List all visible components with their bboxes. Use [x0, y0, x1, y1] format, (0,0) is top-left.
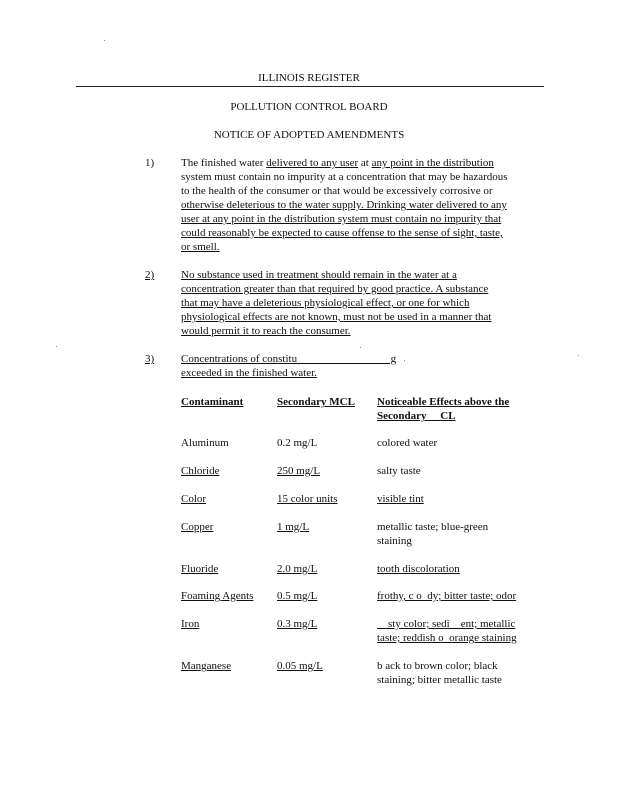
table-cell-contaminant: Manganese — [181, 660, 232, 672]
item-2-line: No substance used in treatment should remain in the water at a — [181, 269, 457, 281]
item-2-line: that may have a deleterious physiological effect, or one for which — [181, 297, 470, 309]
column-header-effects: Noticeable Effects above the — [377, 396, 510, 408]
item-3-number: 3) — [145, 353, 155, 365]
column-header-effects: Secondary CL — [377, 410, 456, 422]
table-cell-effects: salty taste — [377, 465, 421, 477]
table-cell-contaminant: Color — [181, 493, 207, 505]
table-cell-effects: staining — [377, 535, 412, 547]
scan-speck — [360, 347, 361, 348]
table-cell-contaminant: Foaming Agents — [181, 590, 254, 602]
item-1-line: user at any point in the distribution system must contain no impurity that — [181, 213, 502, 225]
table-cell-effects: visible tint — [377, 493, 424, 505]
table-cell-contaminant: Iron — [181, 618, 200, 630]
table-cell-effects: tooth discoloration — [377, 563, 460, 575]
table-cell-mcl: 0.5 mg/L — [277, 590, 318, 602]
scan-speck — [578, 355, 579, 356]
item-1-line: or smell. — [181, 241, 220, 253]
table-cell-mcl: 0.2 mg/L — [277, 437, 318, 449]
column-header-secondary-mcl: Secondary MCL — [277, 396, 355, 408]
table-cell-contaminant: Copper — [181, 521, 214, 533]
agency-title: POLLUTION CONTROL BOARD — [230, 101, 388, 113]
notice-title: NOTICE OF ADOPTED AMENDMENTS — [213, 129, 405, 141]
item-1-number: 1) — [145, 157, 155, 169]
item-2-line: would permit it to reach the consumer. — [181, 325, 351, 337]
header-rule — [76, 86, 544, 87]
item-2-line: physiological effects are not known, must not be used in a manner that — [181, 311, 492, 323]
table-cell-contaminant: Fluoride — [181, 563, 219, 575]
table-cell-mcl: 2.0 mg/L — [277, 563, 318, 575]
table-cell-effects: b ack to brown color; black — [377, 660, 498, 672]
text-segment: The finished water — [181, 157, 267, 169]
text-segment: at — [358, 157, 372, 169]
item-2-number: 2) — [145, 269, 155, 281]
item-3-line: exceeded in the finished water. — [181, 367, 317, 379]
table-cell-effects: sty color; sedi ent; metallic — [377, 618, 516, 630]
column-header-contaminant: Contaminant — [181, 396, 244, 408]
item-1-line: otherwise deleterious to the water supply. Drinking water delivered to any — [181, 199, 507, 211]
table-cell-mcl: 1 mg/L — [277, 521, 310, 533]
item-3-line: Concentrations of constitu g — [181, 353, 397, 365]
table-cell-mcl: 0.3 mg/L — [277, 618, 318, 630]
register-title: ILLINOIS REGISTER — [258, 72, 360, 84]
scan-speck — [404, 360, 405, 361]
text-segment: delivered to any user — [266, 157, 359, 169]
item-1-line: system must contain no impurity at a concentration that may be hazardous — [181, 171, 508, 183]
item-1-line — [181, 157, 494, 170]
table-cell-mcl: 250 mg/L — [277, 465, 321, 477]
item-1-line: could reasonably be expected to cause offense to the sense of sight, taste, — [181, 227, 503, 239]
text-segment: any point in the distribution — [371, 157, 494, 169]
table-cell-contaminant: Chloride — [181, 465, 220, 477]
table-cell-effects: staining; bitter metallic taste — [377, 674, 502, 686]
scan-speck — [56, 346, 57, 347]
table-cell-mcl: 0.05 mg/L — [277, 660, 323, 672]
table-cell-effects: frothy, c o dy; bitter taste; odor — [377, 590, 517, 602]
table-cell-effects: metallic taste; blue-green — [377, 521, 489, 533]
scan-speck — [104, 40, 105, 41]
table-cell-effects: taste; reddish o orange staining — [377, 632, 517, 644]
table-cell-contaminant: Aluminum — [181, 437, 229, 449]
table-cell-mcl: 15 color units — [277, 493, 338, 505]
item-1-line: to the health of the consumer or that would be excessively corrosive or — [181, 185, 493, 197]
item-2-line: concentration greater than that required by good practice. A substance — [181, 283, 489, 295]
table-cell-effects: colored water — [377, 437, 438, 449]
